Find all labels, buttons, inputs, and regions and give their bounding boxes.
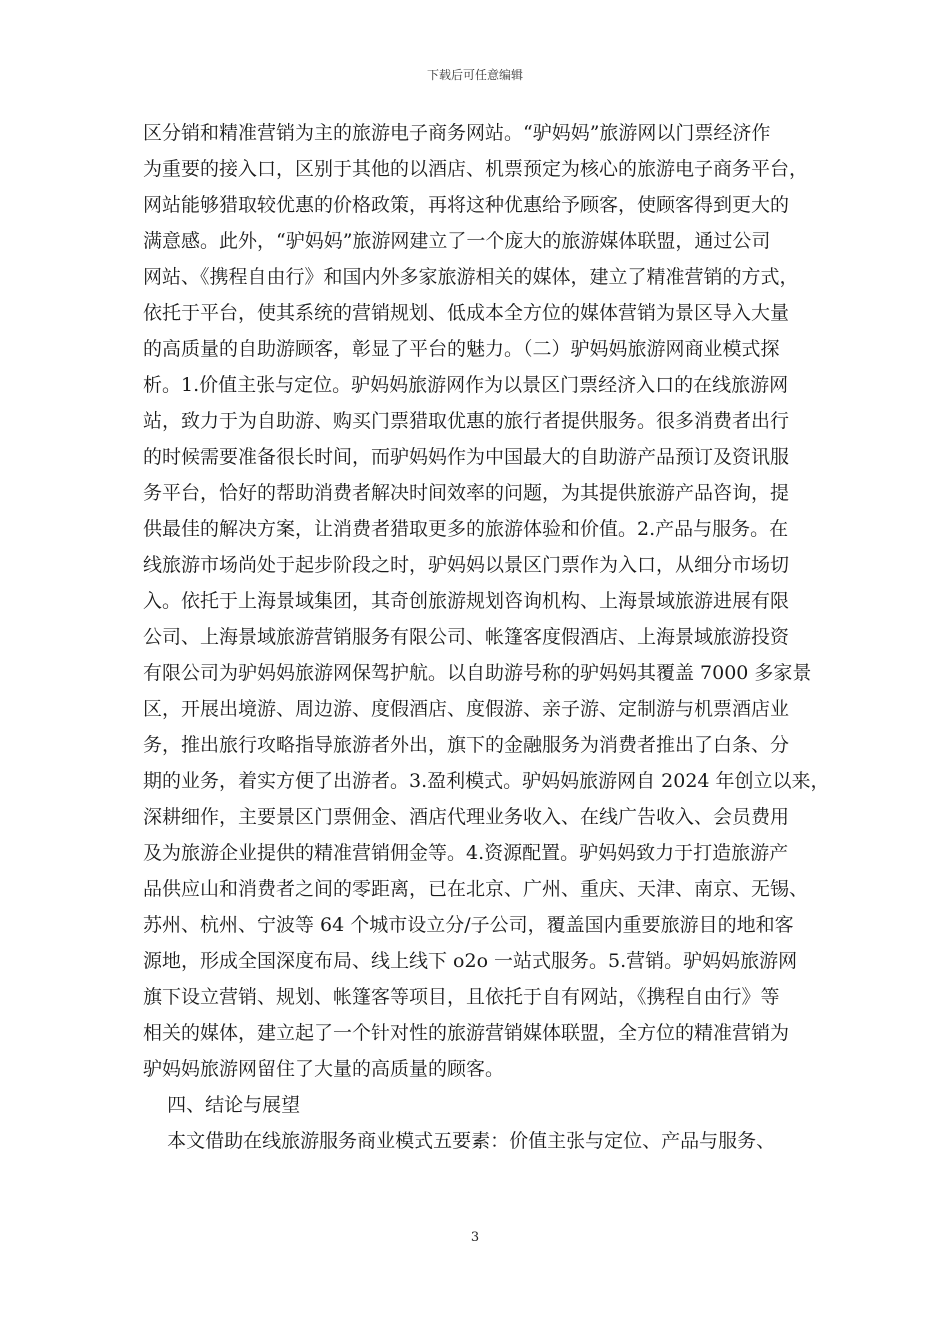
text-line: 及为旅游企业提供的精准营销佣金等。4.资源配置。驴妈妈致力于打造旅游产 <box>143 842 789 864</box>
text-line: 务，推出旅行攻略指导旅游者外出，旗下的金融服务为消费者推出了白条、分 <box>143 734 790 756</box>
page-number: 3 <box>470 1230 480 1245</box>
text-line: 区分销和精准营销为主的旅游电子商务网站。“驴妈妈”旅游网以门票经济作 <box>143 122 771 144</box>
text-line: 网站能够猎取较优惠的价格政策，再将这种优惠给予顾客，使顾客得到更大的 <box>143 194 790 216</box>
text-line: 深耕细作，主要景区门票佣金、酒店代理业务收入、在线广告收入、会员费用 <box>143 806 790 828</box>
text-line: 站，致力于为自助游、购买门票猎取优惠的旅行者提供服务。很多消费者出行 <box>143 410 790 432</box>
text-line: 满意感。此外，“驴妈妈”旅游网建立了一个庞大的旅游媒体联盟，通过公司 <box>143 230 771 252</box>
text-line: 本文借助在线旅游服务商业模式五要素：价值主张与定位、产品与服务、 <box>143 1130 776 1152</box>
text-line: 期的业务，着实方便了出游者。3.盈利模式。驴妈妈旅游网自 2024 年创立以来， <box>143 770 830 792</box>
text-line: 区，开展出境游、周边游、度假酒店、度假游、亲子游、定制游与机票酒店业 <box>143 698 790 720</box>
text-line: 入。依托于上海景域集团，其奇创旅游规划咨询机构、上海景域旅游进展有限 <box>143 590 790 612</box>
text-line: 品供应山和消费者之间的零距离，已在北京、广州、重庆、天津、南京、无锡、 <box>143 878 809 900</box>
text-line: 务平台，恰好的帮助消费者解决时间效率的问题，为其提供旅游产品咨询，提 <box>143 482 790 504</box>
page-header: 下载后可任意编辑 <box>426 68 523 82</box>
text-line: 供最佳的解决方案，让消费者猎取更多的旅游体验和价值。2.产品与服务。在 <box>143 518 789 540</box>
text-line: 网站、《携程自由行》和国内外多家旅游相关的媒体，建立了精准营销的方式， <box>143 266 799 288</box>
text-line: 的时候需要准备很长时间，而驴妈妈作为中国最大的自助游产品预订及资讯服 <box>143 446 790 468</box>
text-line: 析。1.价值主张与定位。驴妈妈旅游网作为以景区门票经济入口的在线旅游网 <box>143 374 789 396</box>
text-line: 旗下设立营销、规划、帐篷客等项目，且依托于自有网站，《携程自由行》等 <box>143 986 780 1008</box>
text-line: 苏州、杭州、宁波等 64 个城市设立分/子公司，覆盖国内重要旅游目的地和客 <box>143 914 794 936</box>
text-line: 驴妈妈旅游网留住了大量的高质量的顾客。 <box>143 1058 505 1080</box>
text-line: 为重要的接入口，区别于其他的以酒店、机票预定为核心的旅游电子商务平台， <box>143 158 809 180</box>
text-line: 的高质量的自助游顾客，彰显了平台的魅力。（二）驴妈妈旅游网商业模式探 <box>143 338 780 360</box>
section-heading: 四、结论与展望 <box>143 1094 301 1116</box>
text-line: 有限公司为驴妈妈旅游网保驾护航。以自助游号称的驴妈妈其覆盖 7000 多家景 <box>143 662 812 684</box>
text-line: 依托于平台，使其系统的营销规划、低成本全方位的媒体营销为景区导入大量 <box>143 302 790 324</box>
text-line: 相关的媒体，建立起了一个针对性的旅游营销媒体联盟，全方位的精准营销为 <box>143 1022 790 1044</box>
text-line: 源地，形成全国深度布局、线上线下 o2o 一站式服务。5.营销。驴妈妈旅游网 <box>143 950 798 972</box>
text-line: 线旅游市场尚处于起步阶段之时，驴妈妈以景区门票作为入口，从细分市场切 <box>143 554 790 576</box>
text-line: 公司、上海景域旅游营销服务有限公司、帐篷客度假酒店、上海景域旅游投资 <box>143 626 790 648</box>
